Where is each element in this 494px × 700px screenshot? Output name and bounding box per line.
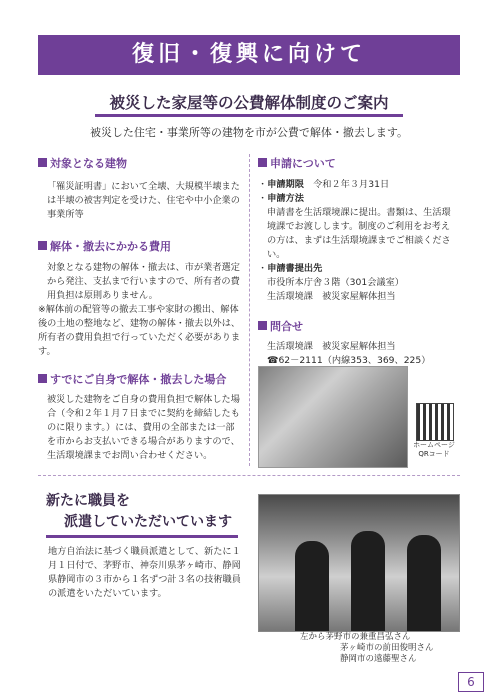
square-bullet-icon (258, 158, 267, 167)
application-method-label: ・申請方法 (258, 193, 304, 204)
application-period: ・申請期限 令和２年３月31日 (258, 179, 390, 190)
right-column (258, 155, 458, 368)
self-demolition-text: 被災した建物をご自身の費用負担で解体した場合（令和２年１月７日までに契約を締結したものに限ります。）には、費用の全部または一部を市からお支払いできる場合がありますので、生活環境課までお問い合わせください。 (47, 394, 240, 461)
cost-text: 対象となる建物の解体・撤去は、市が業者選定から発注、支払まで行いますので、所有者の費用負担は原則ありません。 (47, 262, 240, 301)
contact-dept: 生活環境課 被災家屋解体担当 (267, 341, 396, 352)
staff-heading: 新たに職員を 派遣していただいています (46, 493, 232, 530)
banner-title: 復旧・復興に向けて (38, 35, 460, 75)
section-heading-target: 対象となる建物 (38, 155, 243, 171)
qr-label: ホームページ QRコード (413, 441, 455, 458)
section-heading-application: 申請について (258, 155, 458, 171)
application-method-text: 申請書を生活環境課に提出。書類は、生活環境課でお渡しします。制度のご利用をお考えの方は、まずは生活環境課までご相談ください。 (267, 207, 451, 260)
submission-dept: 生活環境課 被災家屋解体担当 (267, 291, 396, 302)
column-divider (249, 154, 250, 466)
section-heading-contact: 問合せ (258, 318, 458, 334)
section-heading-cost: 解体・撤去にかかる費用 (38, 238, 243, 254)
square-bullet-icon (38, 241, 47, 250)
section-subtitle: 被災した家屋等の公費解体制度のご案内 (109, 94, 389, 112)
section-heading-self-demolition: すでにご自身で解体・撤去した場合 (38, 371, 243, 387)
staff-heading-underline (46, 535, 238, 538)
contact-phone: ☎62－2111（内線353、369、225） (267, 355, 431, 366)
square-bullet-icon (38, 374, 47, 383)
cost-note: ※解体前の配管等の撤去工事や家財の搬出、解体後の土地の整地など、建物の解体・撤去以外は、所有者の費用負担で行っていただく必要があります。 (38, 304, 241, 357)
square-bullet-icon (258, 321, 267, 330)
person-figure (407, 535, 441, 631)
staff-photo-caption: 左から茅野市の兼重昌弘さん 茅ヶ崎市の前田俊明さん 静岡市の遠藤聖さん (300, 632, 434, 664)
section-separator (38, 475, 460, 476)
demolition-meeting-photo (258, 366, 408, 468)
person-figure (295, 541, 329, 631)
left-column (38, 155, 243, 463)
square-bullet-icon (38, 158, 47, 167)
lead-text: 被災した住宅・事業所等の建物を市が公費で解体・撤去します。 (89, 126, 409, 139)
person-figure (351, 531, 385, 631)
subtitle-underline (95, 114, 403, 117)
submission-place: 市役所本庁舎３階（301会議室） (267, 277, 404, 288)
submission-label: ・申請書提出先 (258, 263, 323, 274)
staff-text: 地方自治法に基づく職員派遣として、新たに１月１日付で、茅野市、神奈川県茅ヶ崎市、静岡県静岡市の３市から１名ずつ計３名の技術職員の派遣をいただいています。 (48, 546, 241, 599)
page-number: 6 (458, 672, 484, 692)
qr-code[interactable] (416, 403, 454, 441)
target-text: 「罹災証明書」において全壊、大規模半壊または半壊の被害判定を受けた、住宅や中小企業の事業所等 (47, 181, 240, 220)
staff-photo (258, 494, 460, 632)
